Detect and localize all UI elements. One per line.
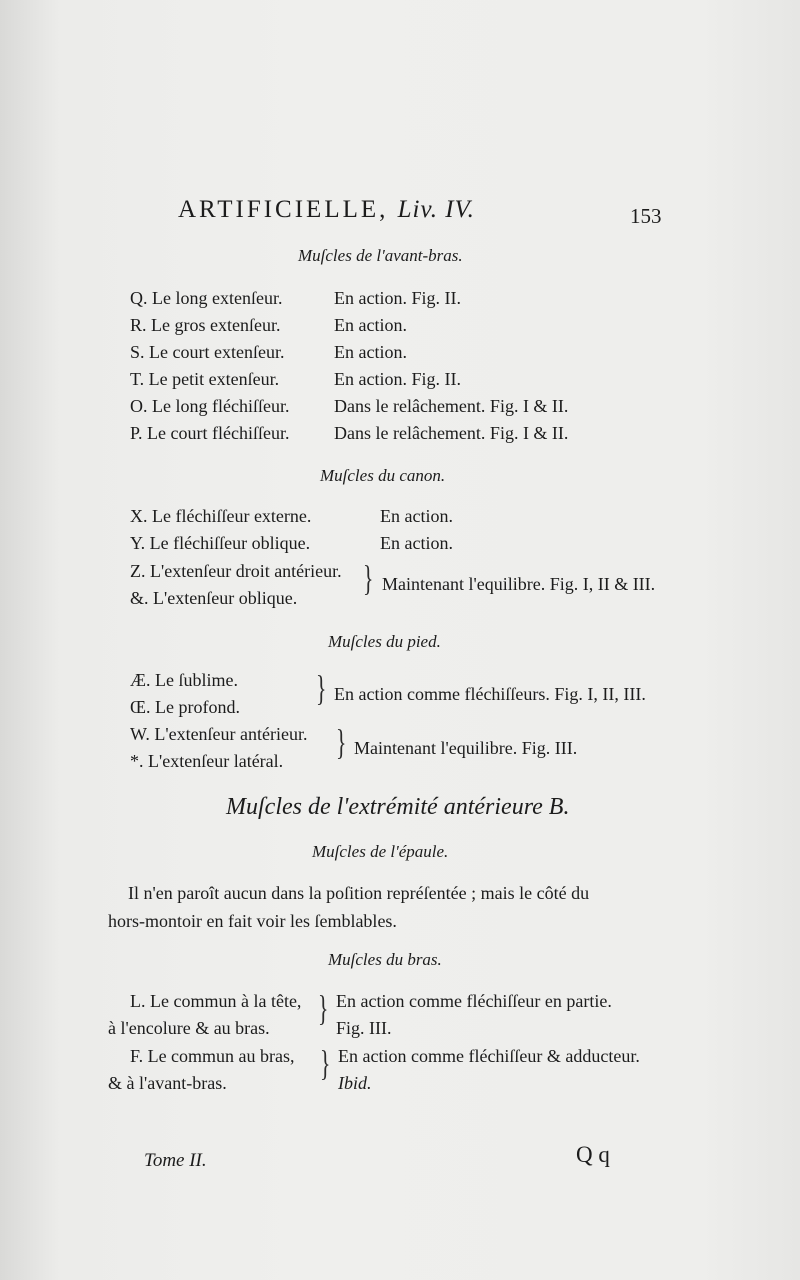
section-title-canon: Muſcles du canon. [320,466,446,485]
table-row-label: L. Le commun à la tête, [130,991,302,1011]
running-head-title: ARTIFICIELLE, [178,196,389,223]
table-row-status: En action. Fig. II. [334,369,461,389]
table-row-status: En action comme fléchiſſeurs. Fig. I, II, III. [334,684,646,704]
brace-icon: } [320,1043,331,1083]
running-head [178,196,475,224]
table-row-label: Q. Le long extenſeur. [130,288,283,308]
section-title-avant-bras: Muſcles de l'avant-bras. [298,246,463,265]
table-row-status: En action comme fléchiſſeur en partie. [336,991,612,1011]
table-row-status: Maintenant l'equilibre. Fig. I, II & III. [382,574,656,594]
table-row-label: Y. Le fléchiſſeur oblique. [130,533,311,553]
table-row-status: En action. [380,506,453,526]
brace-icon: } [316,668,327,708]
signature-mark: Q q [576,1142,610,1167]
table-row-label: Z. L'extenſeur droit antérieur. [130,561,342,581]
table-row-status: Dans le relâchement. Fig. I & II. [334,423,569,443]
brace-icon: } [318,988,329,1028]
table-row-status: Maintenant l'equilibre. Fig. III. [354,738,578,758]
brace-icon: } [336,722,347,762]
table-row-label: Æ. Le ſublime. [130,670,238,690]
table-row-status: En action. [334,315,407,335]
table-row-label: T. Le petit extenſeur. [130,369,280,389]
table-row-status: En action. Fig. II. [334,288,461,308]
table-row-label: S. Le court extenſeur. [130,342,285,362]
table-row-status: En action. [334,342,407,362]
section-title-pied: Muſcles du pied. [328,632,441,651]
running-head-liv: Liv. IV. [397,196,475,223]
table-row-label: R. Le gros extenſeur. [130,315,281,335]
table-row-status: En action. [380,533,453,553]
table-row-status: Ibid. [338,1073,372,1093]
brace-icon: } [363,558,374,598]
table-row-label: P. Le court fléchiſſeur. [130,423,290,443]
table-row-status: Dans le relâchement. Fig. I & II. [334,396,569,416]
section-title-epaule: Muſcles de l'épaule. [312,842,449,861]
table-row-label: O. Le long fléchiſſeur. [130,396,290,416]
chapter-heading: Muſcles de l'extrémité antérieure B. [226,794,570,820]
table-row-label: Œ. Le profond. [130,697,240,717]
page-number: 153 [630,204,662,228]
volume-label: Tome II. [144,1150,207,1171]
paragraph-line: Il n'en paroît aucun dans la poſition repréſentée ; mais le côté du [128,883,590,903]
paragraph-line: hors-montoir en fait voir les ſemblables. [108,911,397,931]
table-row-label: à l'encolure & au bras. [108,1018,270,1038]
table-row-label: X. Le fléchiſſeur externe. [130,506,312,526]
table-row-status: Fig. III. [336,1018,392,1038]
table-row-label: W. L'extenſeur antérieur. [130,724,308,744]
table-row-label: *. L'extenſeur latéral. [130,751,284,771]
table-row-label: & à l'avant-bras. [108,1073,227,1093]
table-row-label: F. Le commun au bras, [130,1046,295,1066]
table-row-label: &. L'extenſeur oblique. [130,588,298,608]
section-title-bras: Muſcles du bras. [328,950,442,969]
table-row-status: En action comme fléchiſſeur & adducteur. [338,1046,640,1066]
